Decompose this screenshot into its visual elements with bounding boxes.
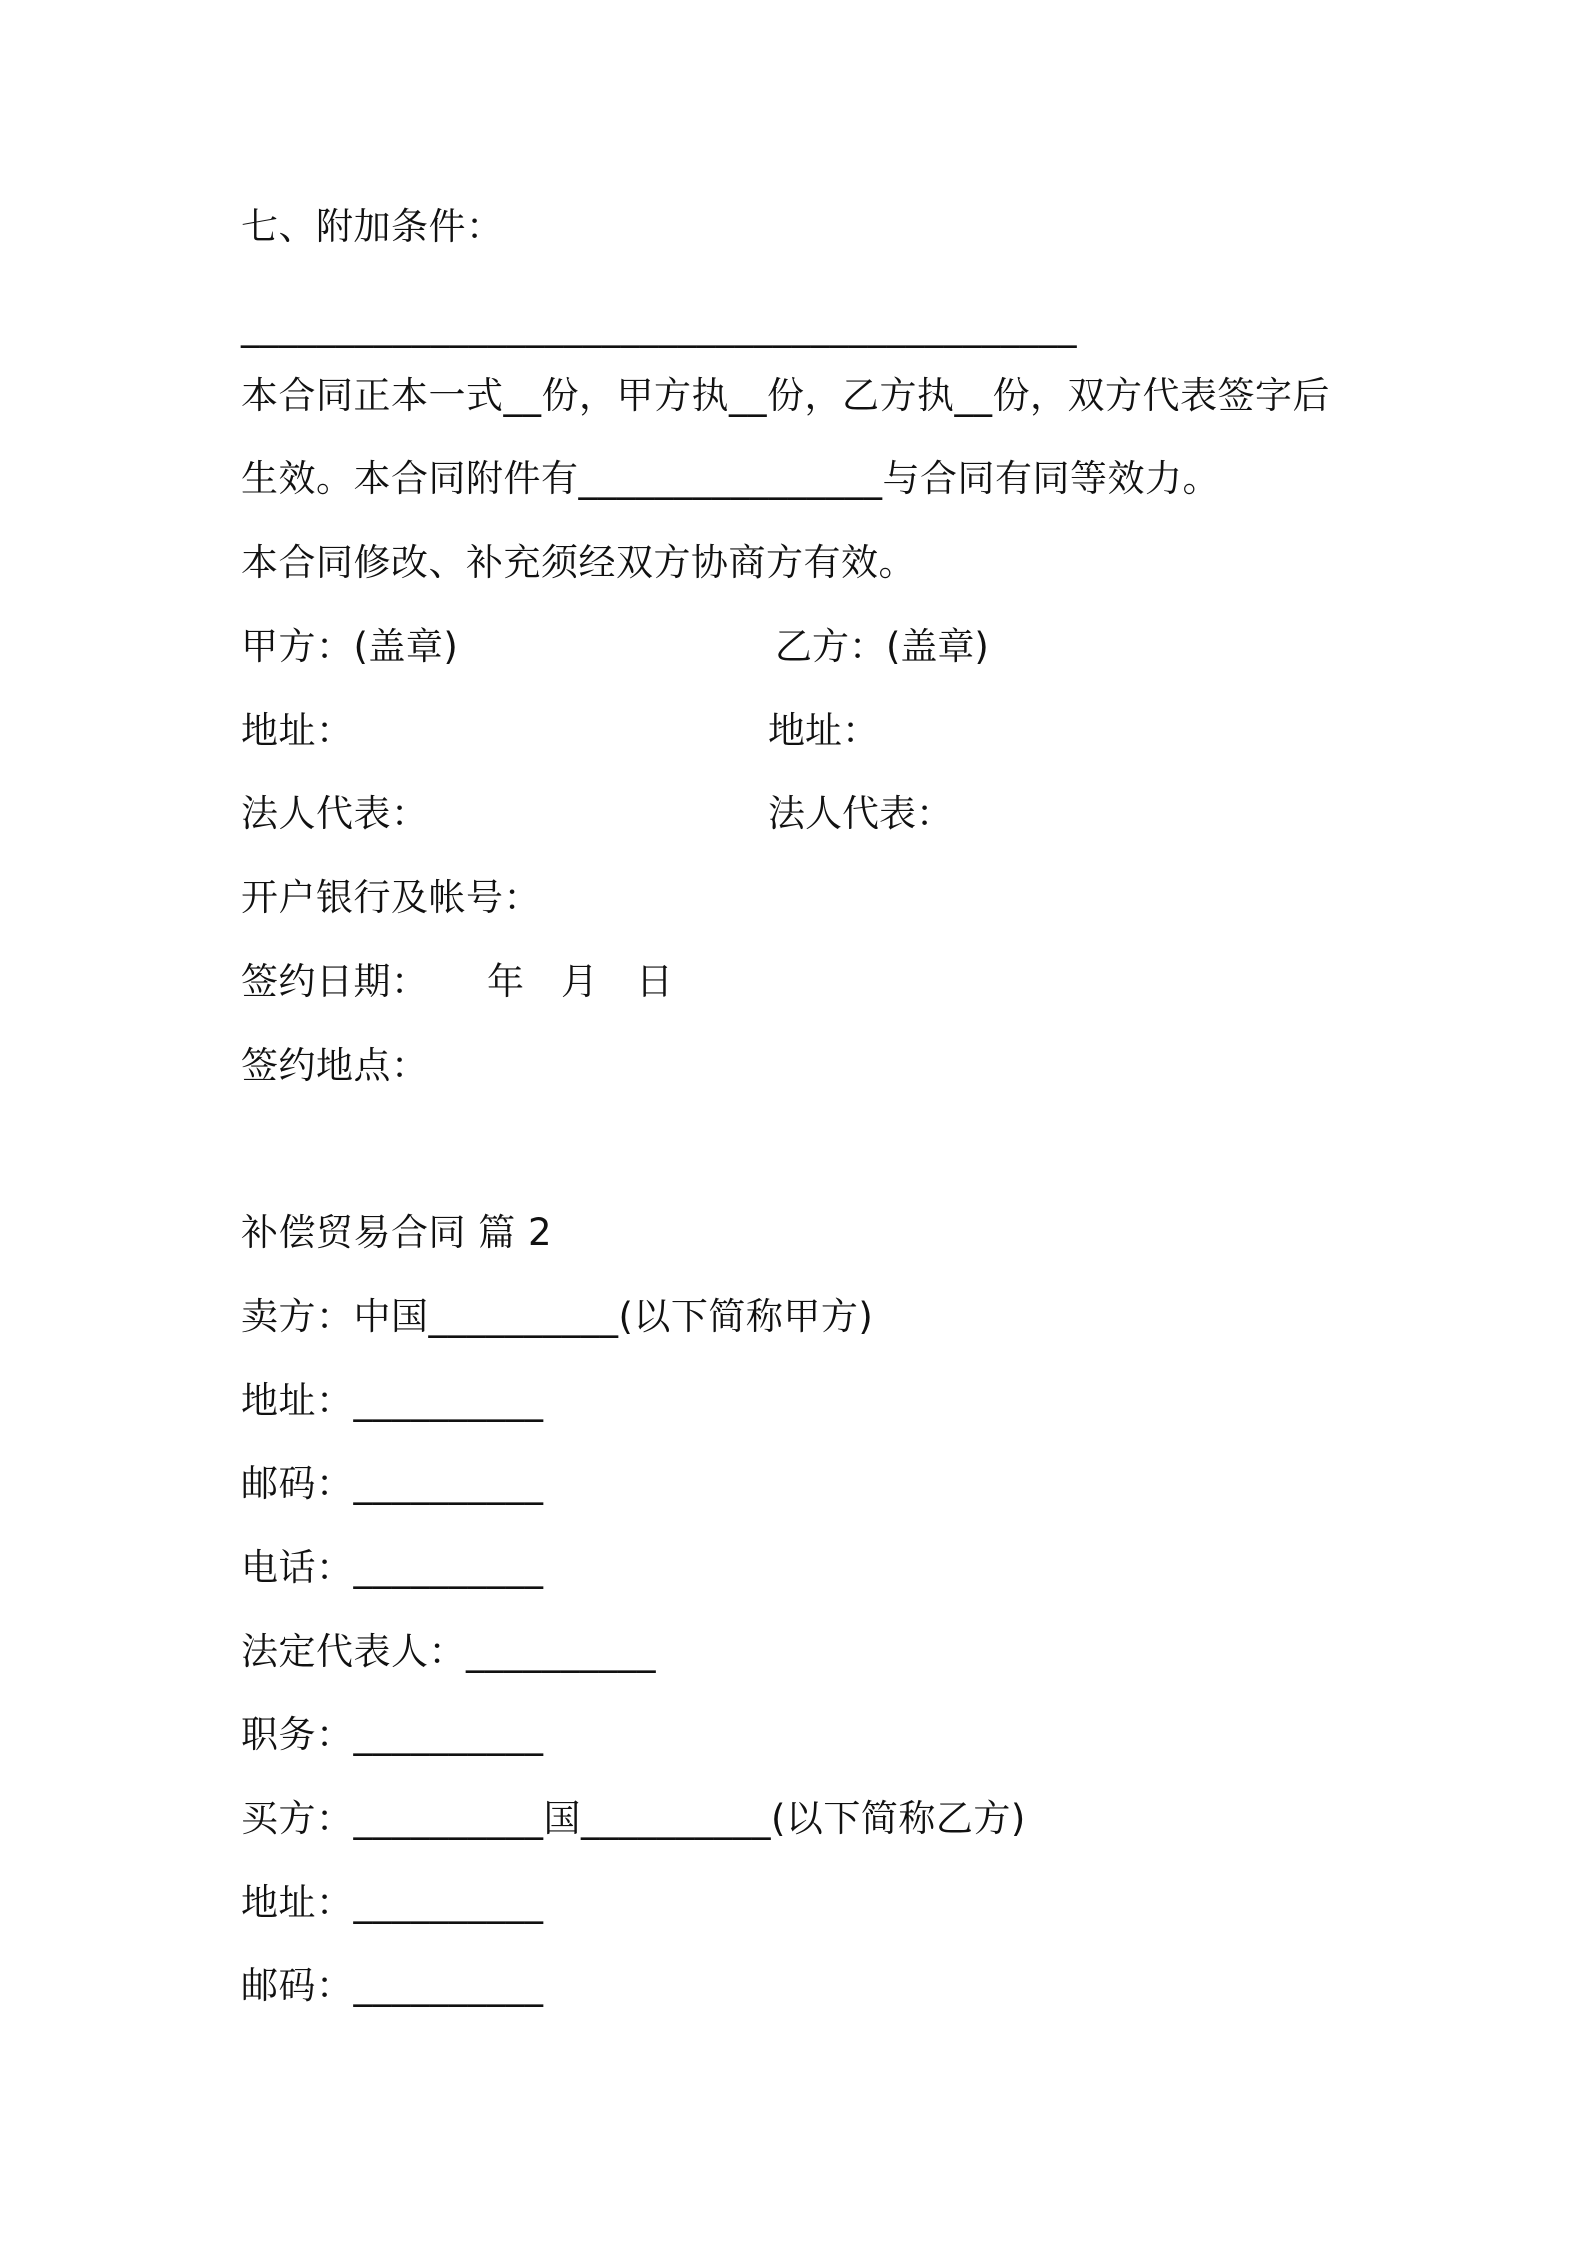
seller-legal-rep: 法定代表人：__________ [241, 1630, 656, 1673]
amendment-clause: 本合同修改、补充须经双方协商方有效。 [241, 541, 916, 584]
section-heading: 七、附加条件： [241, 205, 504, 248]
blank-line: ____________________________________________ [241, 305, 1077, 348]
party-a-legal-rep: 法人代表： [241, 792, 429, 835]
contract-2-title: 补偿贸易合同 篇 2 [241, 1211, 553, 1254]
party-b-seal: 乙方：(盖章) [775, 625, 989, 668]
party-b-address: 地址： [768, 709, 879, 752]
signing-date-label: 签约日期： [241, 960, 429, 1003]
signing-place: 签约地点： [241, 1044, 429, 1087]
party-b-legal-rep: 法人代表： [768, 792, 953, 835]
buyer-line: 买方：__________国__________(以下简称乙方) [241, 1797, 1026, 1840]
day-label: 日 [636, 960, 673, 1003]
month-label: 月 [561, 960, 598, 1003]
seller-address: 地址：__________ [241, 1379, 544, 1422]
seller-postcode: 邮码：__________ [241, 1462, 544, 1505]
bank-account: 开户银行及帐号： [241, 876, 541, 919]
seller-phone: 电话：__________ [241, 1546, 544, 1589]
buyer-postcode: 邮码：__________ [241, 1964, 544, 2007]
party-a-address: 地址： [241, 709, 354, 752]
seller-position: 职务：__________ [241, 1713, 544, 1756]
copies-clause-line-1: 本合同正本一式__份，甲方执__份，乙方执__份，双方代表签字后 [241, 374, 1330, 417]
party-a-seal: 甲方：(盖章) [241, 625, 459, 668]
copies-clause-line-2: 生效。本合同附件有________________与合同有同等效力。 [241, 457, 1220, 500]
seller-line: 卖方：中国__________(以下简称甲方) [241, 1295, 874, 1338]
year-label: 年 [487, 960, 524, 1003]
buyer-address: 地址：__________ [241, 1881, 544, 1924]
